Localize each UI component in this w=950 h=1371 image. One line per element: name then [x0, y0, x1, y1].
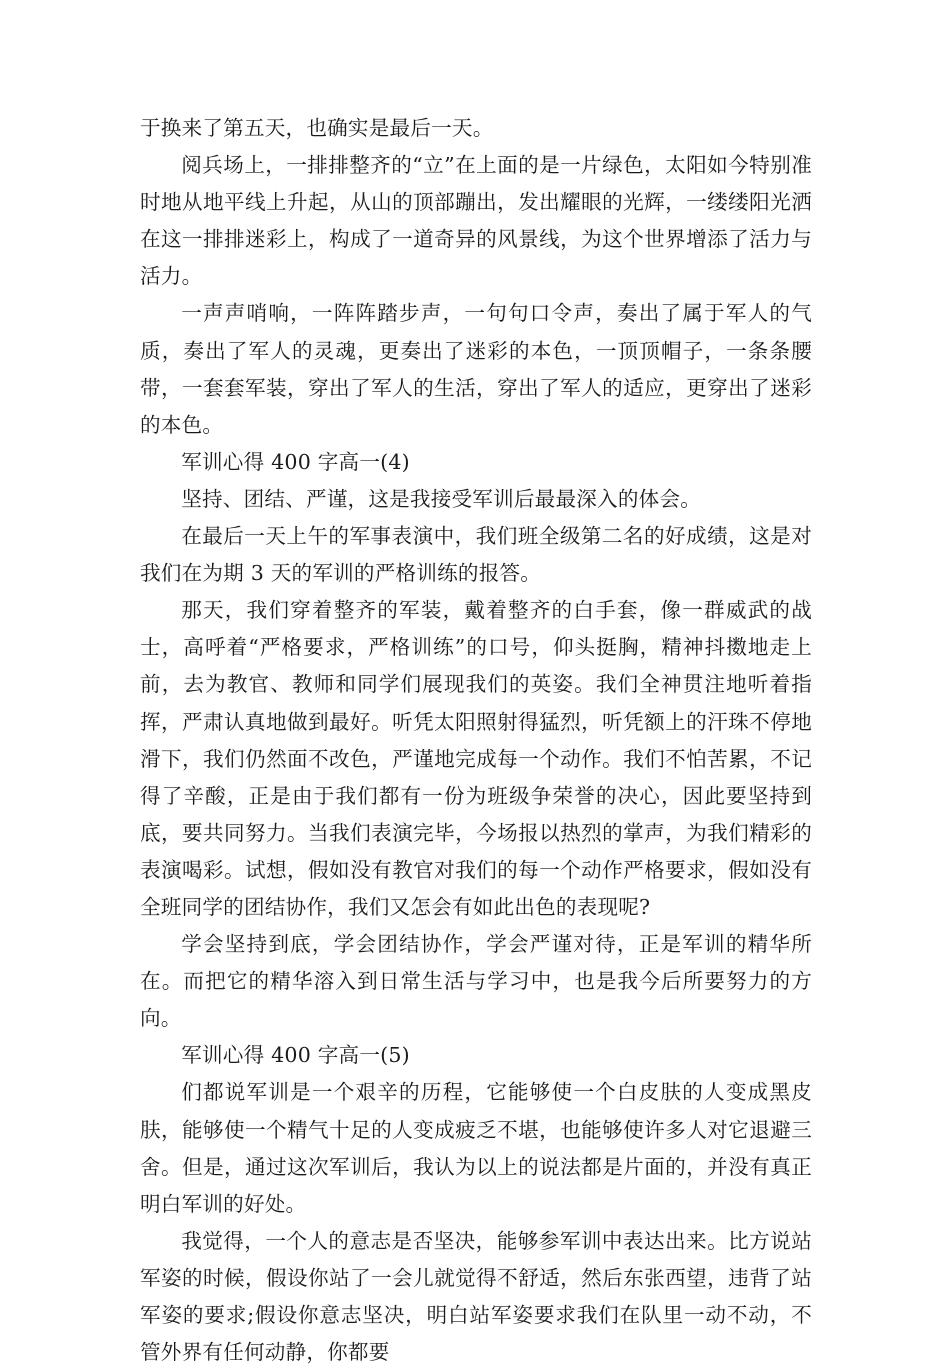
paragraph: 们都说军训是一个艰辛的历程，它能够使一个白皮肤的人变成黑皮肤，能够使一个精气十足的人变成疲乏不堪，也能够使许多人对它退避三舍。但是，通过这次军训后，我认为以上的说法都是片面的，并没有真正明白军训的好处。: [140, 1080, 812, 1216]
section-heading: 军训心得 400 字高一(4): [181, 449, 410, 474]
paragraph: 坚持、团结、严谨，这是我接受军训后最最深入的体会。: [181, 486, 702, 511]
section-heading: 军训心得 400 字高一(5): [181, 1043, 410, 1068]
document-body: [140, 110, 812, 1371]
paragraph: 阅兵场上，一排排整齐的“立”在上面的是一片绿色，太阳如今特别准时地从地平线上升起，从山的顶部蹦出，发出耀眼的光辉，一缕缕阳光洒在这一排排迷彩上，构成了一道奇异的风景线，为这个世界增添了活力与活力。: [140, 153, 812, 289]
paragraph: 一声声哨响，一阵阵踏步声，一句句口令声，奏出了属于军人的气质，奏出了军人的灵魂，更奏出了迷彩的本色，一顶顶帽子，一条条腰带，一套套军装，穿出了军人的生活，穿出了军人的适应，更穿出了迷彩的本色。: [140, 301, 812, 437]
paragraph: 学会坚持到底，学会团结协作，学会严谨对待，正是军训的精华所在。而把它的精华溶入到日常生活与学习中，也是我今后所要努力的方向。: [140, 932, 812, 1031]
paragraph: 我觉得，一个人的意志是否坚决，能够参军训中表达出来。比方说站军姿的时候，假设你站了一会儿就觉得不舒适，然后东张西望，违背了站军姿的要求;假设你意志坚决，明白站军姿要求我们在队里一动不动，不管外界有任何动静，你都要: [140, 1228, 812, 1365]
paragraph: 在最后一天上午的军事表演中，我们班全级第二名的好成绩，这是对我们在为期 3 天的军训的严格训练的报答。: [140, 524, 812, 586]
paragraph: 那天，我们穿着整齐的军装，戴着整齐的白手套，像一群威武的战士，高呼着“严格要求，严格训练”的口号，仰头挺胸，精神抖擞地走上前，去为教官、教师和同学们展现我们的英姿。我们全神贯注地听着指挥，严肃认真地做到最好。听凭太阳照射得猛烈，听凭额上的汗珠不停地滑下，我们仍然面不改色，严谨地完成每一个动作。我们不怕苦累，不记得了辛酸，正是由于我们都有一份为班级争荣誉的决心，因此要坚持到底，要共同努力。当我们表演完毕，今场报以热烈的掌声，为我们精彩的表演喝彩。试想，假如没有教官对我们的每一个动作严格要求，假如没有全班同学的团结协作，我们又怎会有如此出色的表现呢?: [140, 598, 812, 919]
paragraph: 于换来了第五天，也确实是最后一天。: [140, 116, 494, 140]
